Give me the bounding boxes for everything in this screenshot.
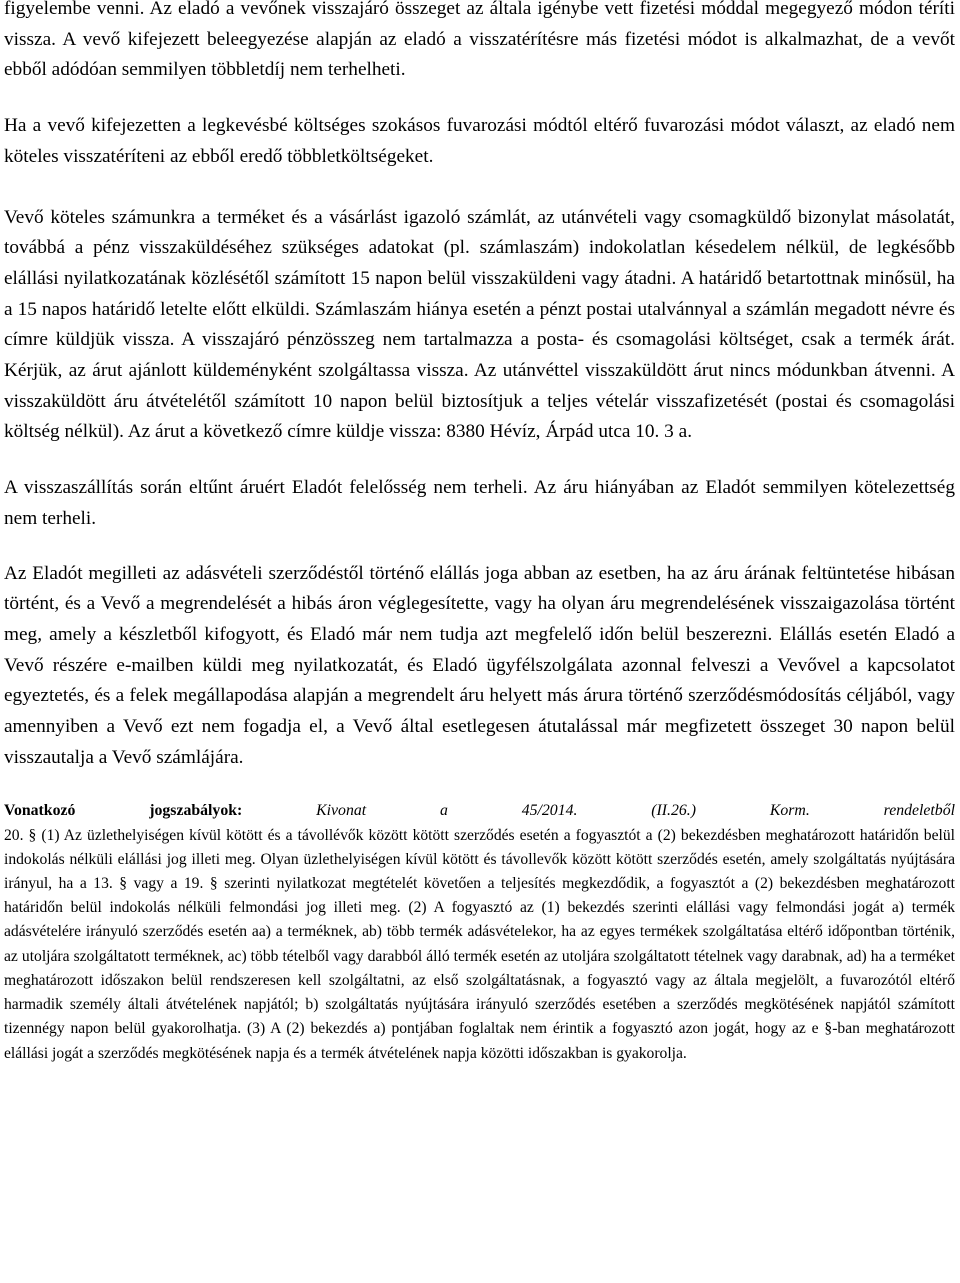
paragraph-return-obligations: Vevő köteles számunkra a terméket és a vásárlást igazoló számlát, az utánvételi vagy csomagküldő bizonylat másolatát, továbbá a pénz visszaküldéséhez szükséges adatokat (pl. számlaszám) indokolatlan késedelem nélkül, de legkésőbb elállási nyilatkozatának közlésétől számított 15 napon belül visszaküldeni vagy átadni. A határidő betartottnak minősül, ha a 15 napos határidő letelte előtt elküldi. Számlaszám hiánya esetén a pénzt postai utalvánnyal a számlán megadott névre és címre küldjük vissza. A visszajáró pénzösszeg nem tartalmazza a posta- és csomagolási költséget, csak a termék árát. Kérjük, az árut ajánlott küldeményként szolgáltassa vissza. Az utánvéttel visszaküldött árut nincs módunkban átvenni. A visszaküldött áru átvételétől számított 10 napon belül biztosítjuk a teljes vételár visszafizetését (postai és csomagolási költség nélkül). Az árut a következő címre küldje vissza: 8380 Hévíz, Árpád utca 10. 3 a. xyxy=(4,206,955,443)
legal-reference: Kivonat a 45/2014. (II.26.) Korm. rendeletből xyxy=(316,802,955,820)
document-page xyxy=(4,0,955,1066)
legal-body-text: 20. § (1) Az üzlethelyiségen kívül kötött és a távollévők között kötött szerződés esetén a fogyasztót a (2) bekezdésben meghatározott határidőn belül indokolás nélküli elállási jog illeti meg. Olyan üzlethelyiségen kívül kötött és távollevők között kötött szerződés esetén, amely szolgáltatás nyújtására irányul, ha a 13. § vagy a 19. § szerinti nyilatkozat megtételét követően a teljesítés megkezdődik, a fogyasztót a (2) bekezdésben meghatározott határidőn belül indokolás nélküli felmondási jog illeti meg. (2) A fogyasztó az (1) bekezdés szerinti elállási vagy felmondási jogát a) termék adásvételére irányuló szerződés esetén aa) a terméknek, ab) több termék adásvételekor, ha az egyes termékek szolgáltatása eltérő időpontban történik, az utoljára szolgáltatott terméknek, ac) több tételből vagy darabból álló termék esetén az utoljára szolgáltatott tételnek vagy darabnak, ad) ha a terméket meghatározott időszakon belül rendszeresen kell szolgáltatni, az első szolgáltatásnak, a fogyasztó vagy az általa megjelölt, a fuvarozótól eltérő harmadik személy általi átvételének napjától; b) szolgáltatás nyújtására irányuló szerződés esetében a szerződés megkötésének napjától számított tizennégy napon belül gyakorolhatja. (3) A (2) bekezdés a) pontjában foglaltak nem érintik a fogyasztó azon jogát, hogy az e §-ban meghatározott elállási jogát a szerződés megkötésének napja és a termék átvételének napja közötti időszakban is gyakorolja. xyxy=(4,826,955,1062)
legal-lead: Vonatkozó jogszabályok: xyxy=(4,802,243,820)
legal-heading xyxy=(4,799,955,823)
paragraph-lost-goods: A visszaszállítás során eltűnt áruért Eladót felelősség nem terheli. Az áru hiányában az Eladót semmilyen kötelezettség nem terheli. xyxy=(4,477,955,529)
legal-excerpt xyxy=(4,799,955,1065)
paragraph-refund-method: figyelembe venni. Az eladó a vevőnek visszajáró összeget az általa igénybe vett fizetési móddal megegyező módon téríti vissza. A vevő kifejezett beleegyezése alapján az eladó a visszatérítésre más fizetési módot is alkalmazhat, de a vevőt ebből adódóan semmilyen többletdíj nem terhelheti. xyxy=(4,0,955,81)
paragraph-shipping-cost: Ha a vevő kifejezetten a legkevésbé költséges szokásos fuvarozási módtól eltérő fuvarozási módot választ, az eladó nem köteles visszatéríteni az ebből eredő többletköltségeket. xyxy=(4,115,955,167)
paragraph-seller-withdrawal: Az Eladót megilleti az adásvételi szerződéstől történő elállás joga abban az esetben, ha az áru árának feltüntetése hibásan történt, és a Vevő a megrendelését a hibás áron véglegesítette, vagy ha olyan áru megrendelésének visszaigazolása történt meg, amely a készletből kifogyott, és Eladó már nem tudja azt megfelelő időn belül beszerezni. Elállás esetén Eladó a Vevő részére e-mailben küldi meg nyilatkozatát, és Eladó ügyfélszolgálata azonnal felveszi a Vevővel a kapcsolatot egyeztetés, és a felek megállapodása alapján a megrendelt áru helyett más árura történő szerződésmódosítás céljából, vagy amennyiben a Vevő ezt nem fogadja el, a Vevő által esetlegesen átutalással már megfizetett összeget 30 napon belül visszautalja a Vevő számlájára. xyxy=(4,562,955,768)
